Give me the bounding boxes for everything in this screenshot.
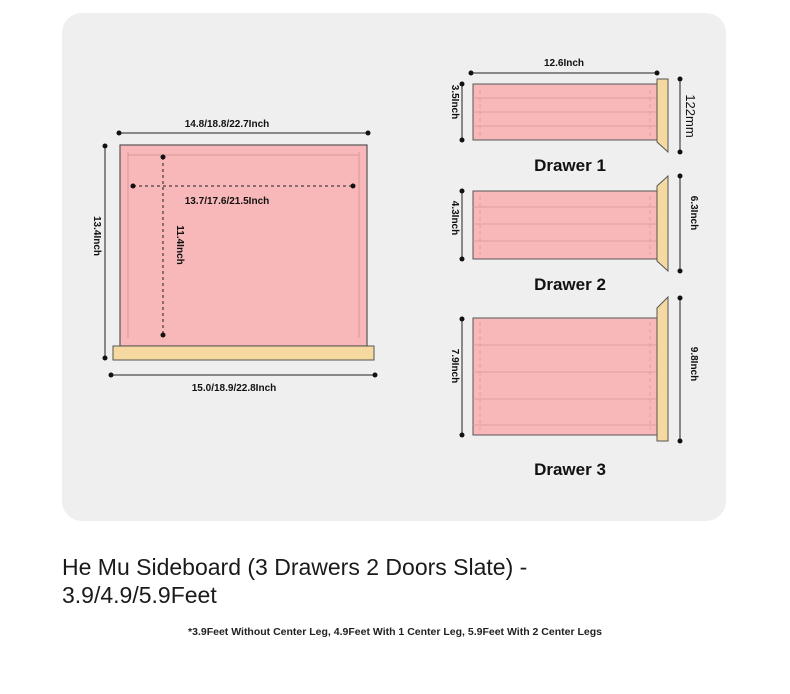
cabinet-inner-height: 11.4Inch [174, 225, 185, 265]
drawer-2-label: Drawer 2 [534, 275, 606, 294]
drawer-3-front [657, 297, 668, 441]
cabinet-top-dimension [117, 119, 371, 136]
cabinet-inner-width: 13.7/17.6/21.5Inch [184, 196, 270, 207]
product-title: He Mu Sideboard (3 Drawers 2 Doors Slate) - 3.9/4.9/5.9Feet [62, 554, 528, 608]
cabinet-body [120, 145, 367, 346]
drawer-3-body [473, 318, 657, 435]
drawer-1 [449, 77, 698, 176]
cabinet-drawing [113, 145, 374, 360]
drawer-1-inner-height: 3.5Inch [449, 84, 460, 120]
drawer-3-inner-height: 7.9Inch [449, 348, 460, 384]
drawer-3 [449, 296, 699, 480]
cabinet-top-width: 14.8/18.8/22.7Inch [184, 119, 270, 130]
drawer-1-label: Drawer 1 [534, 156, 606, 175]
drawer-width: 12.6Inch [543, 58, 585, 69]
drawer-3-front-height: 9.8Inch [688, 346, 699, 382]
cabinet-bottom-dimension [109, 373, 378, 395]
drawer-2-front [657, 176, 668, 271]
drawer-width-dimension [469, 58, 660, 76]
drawer-1-front-height: 122mm [683, 94, 698, 138]
drawer-2 [449, 174, 699, 295]
cabinet-base [113, 346, 374, 360]
leg-note: *3.9Feet Without Center Leg, 4.9Feet With 1 Center Leg, 5.9Feet With 2 Center Legs [188, 626, 602, 638]
cabinet-height: 13.4Inch [91, 215, 102, 257]
cabinet-height-dimension [91, 144, 108, 361]
cabinet-bottom-width: 15.0/18.9/22.8Inch [191, 383, 277, 394]
drawer-1-front [657, 79, 668, 152]
drawer-3-label: Drawer 3 [534, 460, 606, 479]
drawer-2-front-height: 6.3Inch [688, 195, 699, 231]
drawer-2-body [473, 191, 657, 259]
drawer-2-inner-height: 4.3Inch [449, 200, 460, 236]
